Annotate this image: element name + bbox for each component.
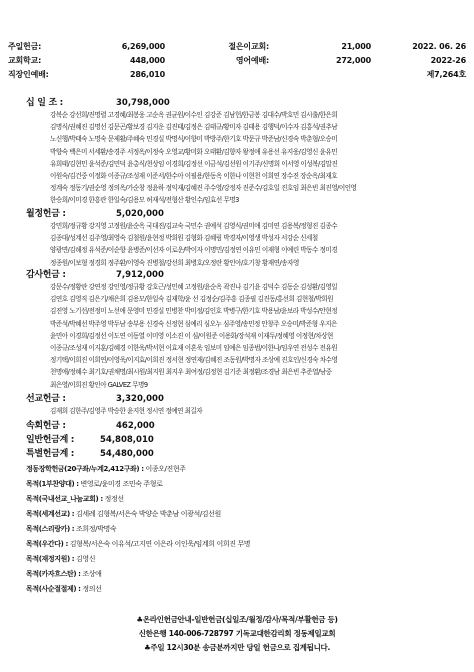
special-total-label: 특별헌금계 : xyxy=(26,449,75,459)
bank-account-info: 신한은행 140-006-728797 기독교대한감리회 정동제일교회 xyxy=(138,629,336,638)
designated-label: 목적(재정지원) : xyxy=(26,555,75,563)
mission-amount: 3,320,000 xyxy=(116,394,164,404)
designated-label: 정동장학헌금(20구좌/누계2,412구좌) : xyxy=(26,465,144,473)
designated-label: 목적(1부찬양대) : xyxy=(26,480,79,488)
summary-label: 절은이교회: xyxy=(228,42,269,51)
cell-offering-amount: 462,000 xyxy=(116,421,155,431)
designated-label: 목적(국내선교_나눔교회) : xyxy=(26,495,103,503)
designated-names: 김세례 김형복/서은숙 박양순 박춘남 이광석/김선원 xyxy=(76,510,221,518)
designated-row xyxy=(26,568,102,580)
designated-row xyxy=(26,508,221,520)
report-issue-number: 제7,264호 xyxy=(426,70,466,79)
designated-names: 김영신 xyxy=(76,555,96,563)
monthly-label: 월정헌금 : xyxy=(26,209,66,219)
designated-names: 이종오/진현주 xyxy=(145,465,186,473)
mission-names: 김재희 김한주/김영주 박승한 윤지현 정시연 정예연 최길자 xyxy=(50,407,203,415)
cell-offering-label: 속회헌금 : xyxy=(26,421,66,431)
tithe-label: 십 일 조 : xyxy=(26,98,63,108)
special-total-amount: 54,480,000 xyxy=(100,449,154,459)
report-week: 2022-26 xyxy=(430,56,466,65)
summary-label: 교회학교: xyxy=(8,56,42,65)
designated-names: 조희정/박명숙 xyxy=(76,525,117,533)
summary-empty xyxy=(165,68,269,81)
summary-label: 영어예배: xyxy=(235,56,269,65)
summary-grid xyxy=(8,40,466,81)
designated-names: 정의선 xyxy=(82,585,102,593)
designated-row xyxy=(26,553,95,565)
designated-label: 목적(우간다) : xyxy=(26,540,68,548)
tithe-names: 강복순 강선희/진명렬 고경혜/최봉웅 고순옥 권균원/이수인 김강준 김남헌/한금봉 김대수/박호민 김시출/한은희 김명식/권혜진 김명선 김문곤/황보경 김지운 김진태/김정은 김태규/황미자 김태용 김행덕/이수자 김홍석/권추남 노신행/박태숙 노명숙 문제활/주혜숙 민경실 박명식/이향미 박방주/한기호 박문규 박준남/신경숙 박춘형/오승미 박향숙 백은미 서세환/송경주 서정옥/이정숙 오영교/황미화 오태환/김향자 왕정애 유용선 유지웅/김영신 윤유민 유희태/김현민 윤석준/김민덕 윤총식/천상임 이경희/김정선 이금석/김선원 이기주/신명희 이서영 이성복/김말진 이원숙/김건중 이정화 이종규/조성재 이준서/한수아 이필용/한동옥 이한나 이현천 이희연 장수진 장순옥/최재호 정계숙 정동기/권순영 정의옥/가순창 정윤하 정익재/김혜진 주수영/강정자 진준수/김호일 진호임 최은빈 최진영/이인영 한승희/이미경 한흥란 한일숙/김용모 허재석/전형산 황인수/임효선 무명3 xyxy=(50,111,357,205)
summary-value: 286,010 xyxy=(129,70,165,79)
thanksgiving-names: 강문수/정황란 강연정 강인영/정규황 강호근/성민혜 고정원/윤순옥 곽진나 김기윤 김덕수 김동순 김성환/김영일 김연호 김영직 김은기/채은희 김용모/한일숙 김재학/윤 선 김정순/김주흥 김종필 김진동/홍선희 김현철/박희원 김진영 노기선/전정미 노선애 문영미 민경실 민병찬 박미정/김인호 박병구/한기호 박용남/윤보라 박성수/안현정 박준석/박혜선 박주영 박두남 송부용 신경숙 신정현 심예리 심오누 심주영/송민정 안창주 오승미/박준형 우지은 윤민아 이경희/김정선 이도연 이동열 이미영 이소진 이 심/이원준 이용화/장석재 이재두/정혜영 이정현/차상현 이종규/조성재 이지훈/김혜경 이한욱/박서현 이효재 이혼욱 임보미 임예은 임종범/이한나/임우연 전성수 전유원 정기택/이희진 이희연/이영욱/이지효/이희진 정서현 정연재/김혜진 조동원/박명자 조상예 진호인/신경숙 차수영 천명애/정혜수 최기호/권채명/최시원/최지원 최지우 최여정/김정현 김기준 최정환/조경남 최은빈 추준열/남중 최은영/이희진 황인아 GALVEZ 무명9 xyxy=(50,283,338,389)
summary-value: 21,000 xyxy=(341,42,371,51)
designated-row xyxy=(26,523,116,535)
summary-value: 448,000 xyxy=(129,56,165,65)
monthly-names: 강민희/정규황 강지영 고정원/윤순옥 국대진/김교숙 국민수 권예석 김영식/권미애 김미연 김용복/정형진 김종수 김종대/성계선 김주영/최영숙 김철원/윤현정 박희원 김형화 김혜림 박경자/이영생 박성자 서강순 신세철 양광면/김해정 유석준/이순향 윤병준/이선자 이로운/박이자 이명민/김정연 이유민 이재형 이예린 박동수 정미경 정종원/이보형 정경희 정주환/이영숙 진병철/강선희 최병호/오정란 황인아/호기창 황재연/송자영 xyxy=(50,222,338,267)
deadline-notice: ♣주일 12시30분 송금분까지만 당일 헌금으로 집계됩니다. xyxy=(143,643,331,652)
general-total-label: 일반헌금계 : xyxy=(26,435,75,445)
summary-value: 6,269,000 xyxy=(121,42,165,51)
designated-names: 김형복/서은숙 이유석/고지연 이은라 이인욱/임계희 이희진 무명 xyxy=(69,540,251,548)
mission-label: 선교헌금 : xyxy=(26,394,66,404)
designated-names: 정정선 xyxy=(104,495,124,503)
report-date: 2022. 06. 26 xyxy=(412,42,466,51)
thanksgiving-label: 감사헌금 : xyxy=(26,270,66,280)
designated-row xyxy=(26,478,162,490)
designated-row xyxy=(26,493,124,505)
online-offering-notice: ♣온라인헌금안내-일반헌금(십일조/월정/감사/목적/부활헌금 등) xyxy=(136,615,338,624)
summary-empty xyxy=(269,68,371,81)
designated-row xyxy=(26,583,102,595)
designated-label: 목적(카자흐스탄) : xyxy=(26,570,81,578)
tithe-amount: 30,798,000 xyxy=(116,98,170,108)
designated-row xyxy=(26,538,250,550)
designated-label: 목적(세계선교) : xyxy=(26,510,75,518)
thanksgiving-amount: 7,912,000 xyxy=(116,270,164,280)
designated-names: 조상애 xyxy=(82,570,102,578)
designated-label: 목적(스리랑카) : xyxy=(26,525,75,533)
summary-label: 주일헌금: xyxy=(8,42,42,51)
designated-names: 변영로/윤미경 조민숙 주형로 xyxy=(80,480,163,488)
general-total-amount: 54,808,010 xyxy=(100,435,154,445)
summary-value: 272,000 xyxy=(335,56,371,65)
designated-label: 목적(사순절절제) : xyxy=(26,585,81,593)
monthly-amount: 5,020,000 xyxy=(116,209,164,219)
summary-label: 직장인예배: xyxy=(8,70,49,79)
designated-row xyxy=(26,463,186,475)
